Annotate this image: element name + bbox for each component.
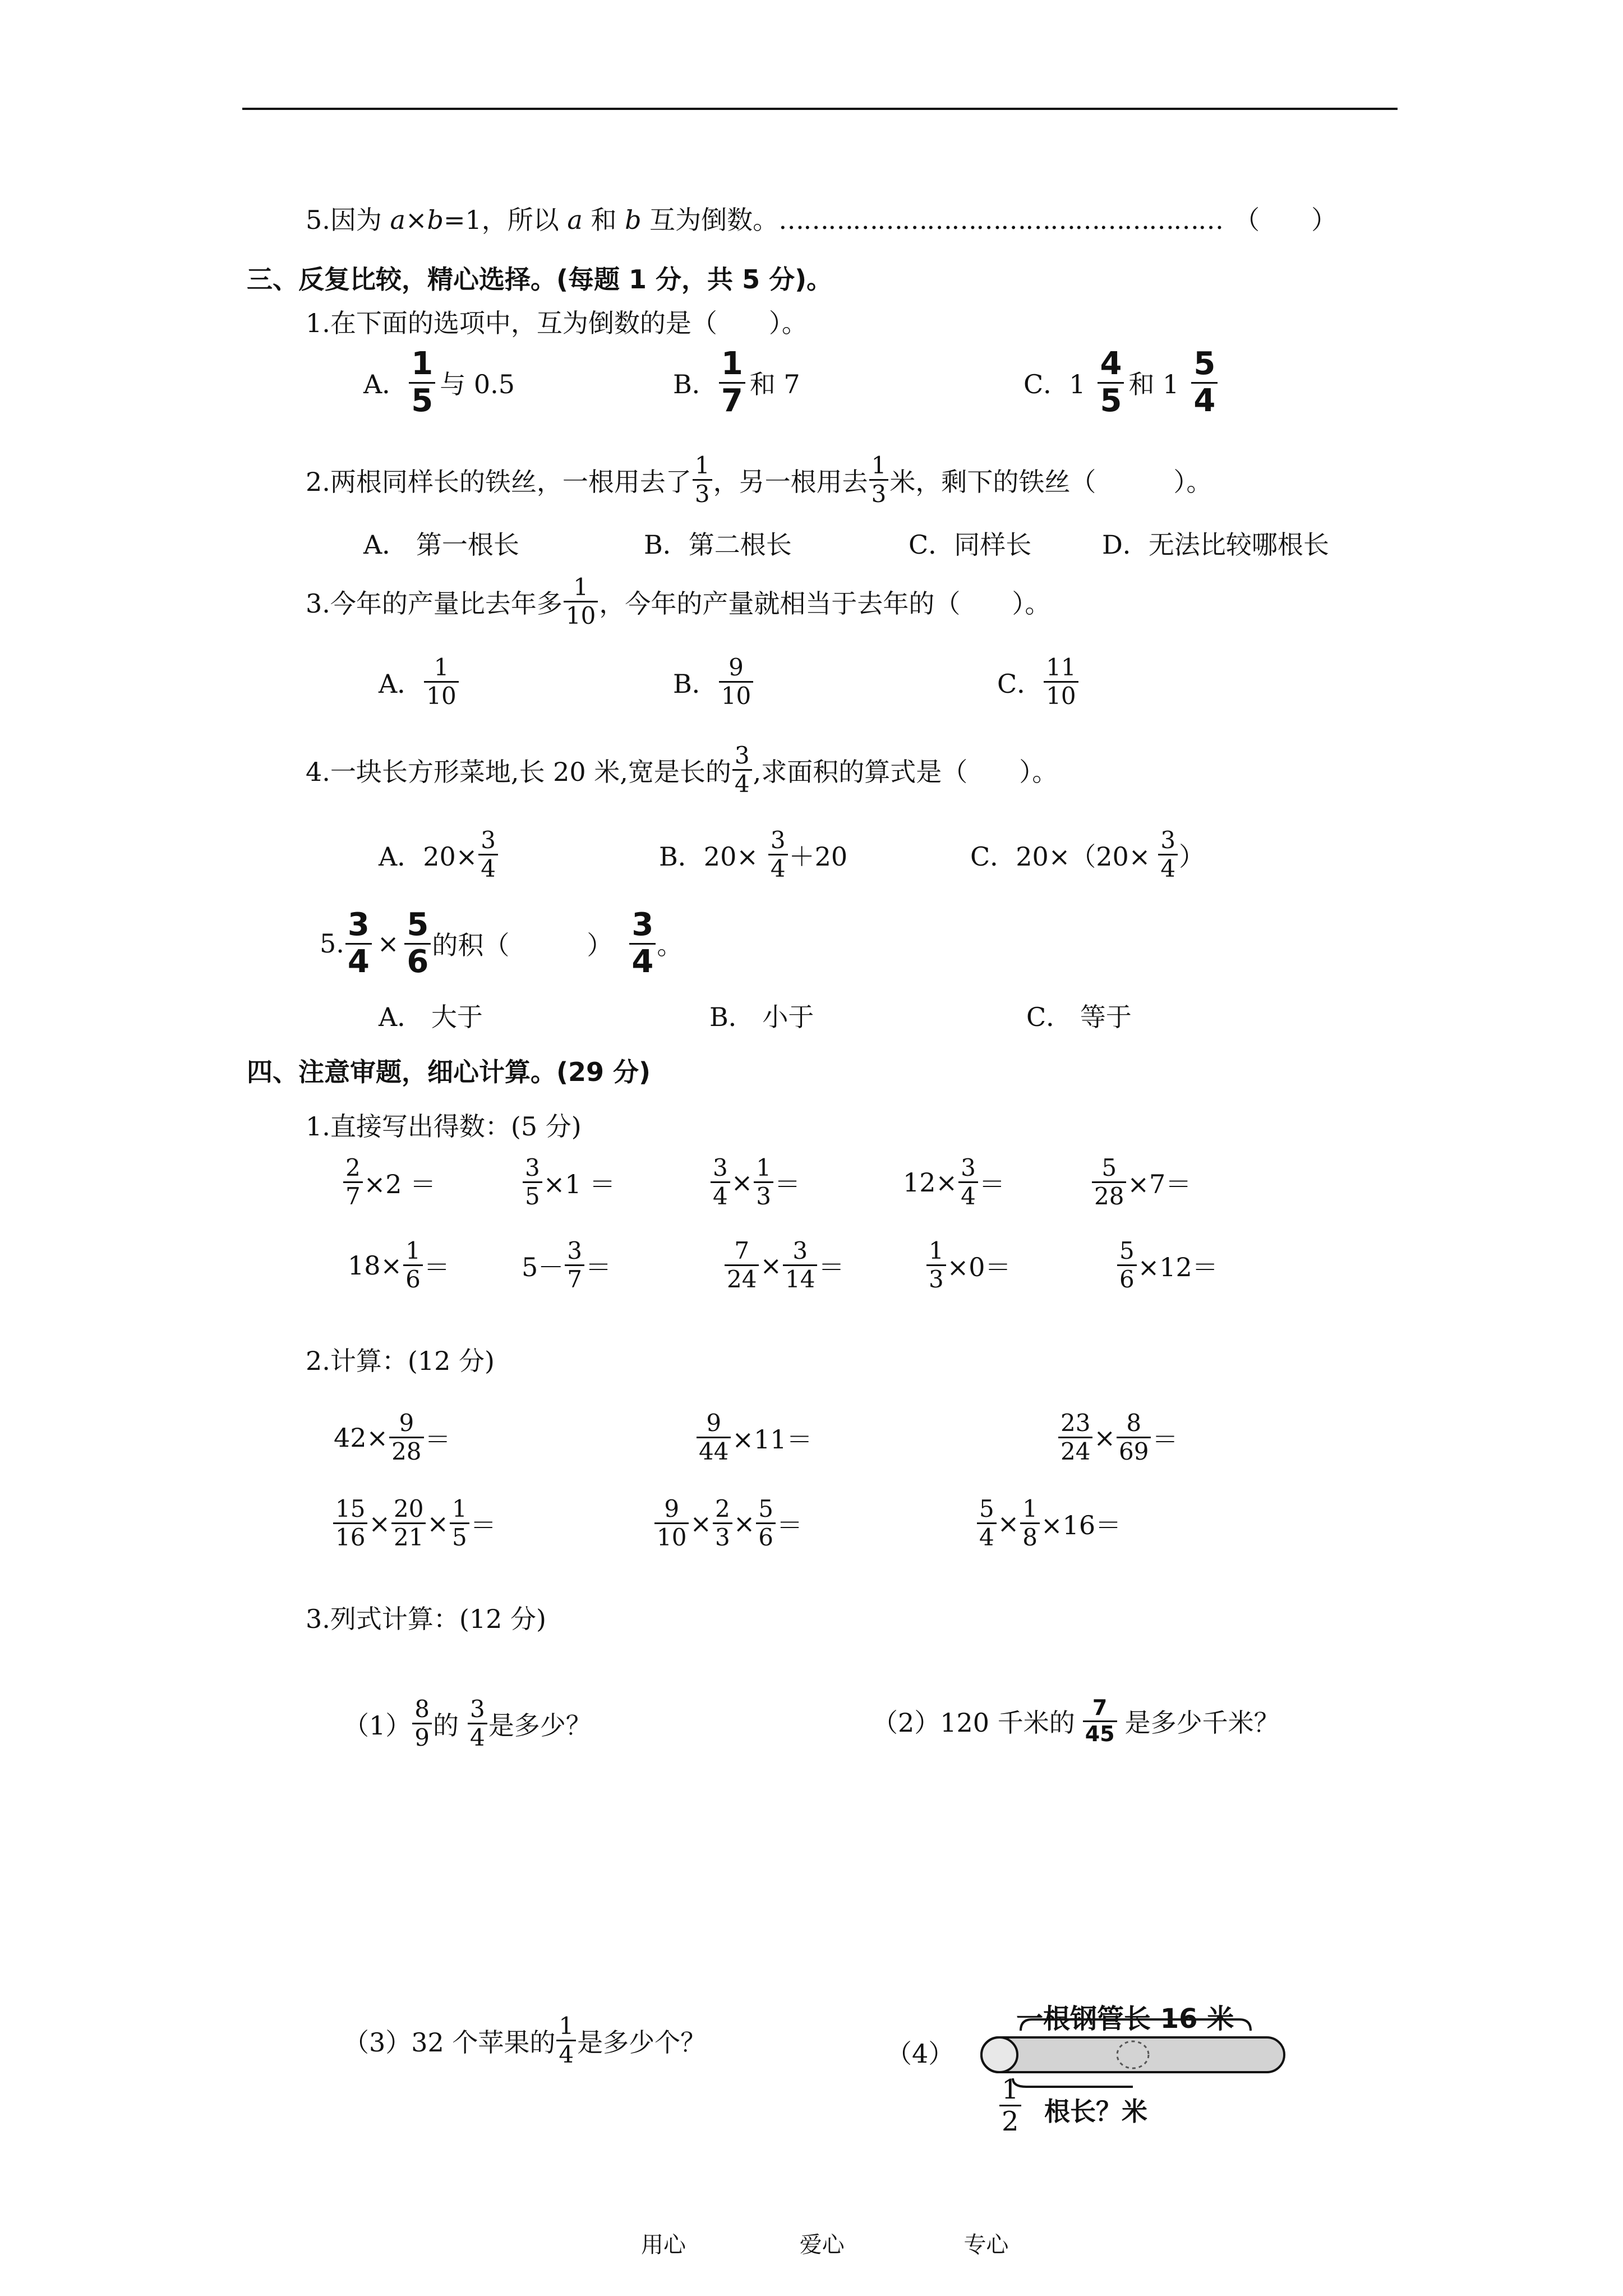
calc-expression: $\frac{15}{16}$ × $\frac{20}{21}$ × $\frac{1}{5}$ ＝ <box>332 1497 496 1550</box>
choice-q1-option-b: B． $\frac{1}{7}$ 和 7 <box>673 346 800 419</box>
calc-expression: 42× $\frac{9}{28}$ ＝ <box>334 1409 451 1466</box>
calc-expression: $\frac{23}{24}$ × $\frac{8}{69}$ ＝ <box>1057 1411 1178 1464</box>
calc-q1-stem: 1.直接写出得数：(5 分) <box>306 1111 582 1142</box>
word-problem-3: （3）32 个苹果的 $\frac{1}{4}$ 是多少个？ <box>343 2012 707 2069</box>
calc-q3-stem: 3.列式计算：(12 分) <box>306 1604 546 1634</box>
pipe-fraction: $\frac{1}{2}$ <box>998 2076 1022 2136</box>
choice-q1-option-a: A． $\frac{1}{5}$ 与 0.5 <box>363 346 515 419</box>
choice-q2-option-d: D．无法比较哪根长 <box>1102 530 1329 560</box>
choice-q4-option-b: B．20× $\frac{3}{4}$ ＋20 <box>659 826 848 883</box>
choice-q2-option-a: A． 第一根长 <box>363 530 519 560</box>
choice-q4-stem: 4.一块长方形菜地,长 20 米,宽是长的 $\frac{3}{4}$ ,求面积的算式是（ ）。 <box>306 742 1058 798</box>
choice-q4-option-a: A．20× $\frac{3}{4}$ <box>379 828 499 881</box>
section-4-title: 四、注意审题，细心计算。(29 分) <box>247 1057 651 1087</box>
judge-q5: 5.因为 a×b=1，所以 a 和 b 互为倒数。……………………………………………… （ ） <box>306 205 1338 235</box>
choice-q5-option-b: B． 小于 <box>709 1002 814 1032</box>
calc-expression: $\frac{5}{4}$ × $\frac{1}{8}$ ×16＝ <box>976 1497 1121 1550</box>
footer <box>641 2227 1008 2259</box>
choice-q5-stem: 5. $\frac{3}{4}$ × $\frac{5}{6}$ 的积（ ） $\frac{3}{4}$ 。 <box>320 907 683 980</box>
choice-q1-option-c: C．1 $\frac{4}{5}$ 和 1 $\frac{5}{4}$ <box>1023 348 1219 418</box>
word-problem-4-label: （4） <box>886 2039 955 2069</box>
word-problem-1: （1） $\frac{8}{9}$ 的 $\frac{3}{4}$ 是多少？ <box>343 1695 592 1752</box>
oral-calc-item: 5－ $\frac{3}{7}$ ＝ <box>522 1237 612 1294</box>
choice-q3-option-c: C． $\frac{11}{10}$ <box>997 655 1080 708</box>
oral-calc-item: $\frac{5}{6}$ ×12＝ <box>1116 1239 1218 1292</box>
oral-calc-item: $\frac{7}{24}$ × $\frac{3}{14}$ ＝ <box>723 1239 844 1292</box>
oral-calc-item: $\frac{3}{5}$ ×1 ＝ <box>522 1156 615 1209</box>
calc-expression: $\frac{9}{44}$ ×11＝ <box>695 1411 813 1464</box>
choice-q2-option-b: B．第二根长 <box>644 530 792 560</box>
calc-q2-stem: 2.计算：(12 分) <box>306 1346 495 1376</box>
choice-q4-option-c: C．20×（20× $\frac{3}{4}$ ） <box>970 826 1205 883</box>
header-rule <box>242 108 1398 110</box>
oral-calc-item: $\frac{5}{28}$ ×7＝ <box>1091 1156 1191 1209</box>
oral-calc-item: $\frac{2}{7}$ ×2 ＝ <box>342 1156 436 1209</box>
pipe-length-label: 一根钢管长 16 米 <box>1016 2003 1234 2035</box>
choice-q2-stem: 2.两根同样长的铁丝，一根用去了 $\frac{1}{3}$ ，另一根用去 $\frac{1}{3}$ 米，剩下的铁丝（ ）。 <box>306 452 1212 508</box>
word-problem-2: （2）120 千米的 $\frac{7}{45}$ 是多少千米？ <box>872 1695 1280 1746</box>
oral-calc-item: $\frac{1}{3}$ ×0＝ <box>925 1239 1011 1292</box>
choice-q5-option-c: C． 等于 <box>1026 1002 1132 1032</box>
footer-item: 用心 <box>641 2232 686 2258</box>
oral-calc-item: $\frac{3}{4}$ × $\frac{1}{3}$ ＝ <box>709 1156 800 1209</box>
choice-q3-option-a: A． $\frac{1}{10}$ <box>379 655 460 708</box>
oral-calc-item: 18× $\frac{1}{6}$ ＝ <box>348 1237 450 1294</box>
section-3-title: 三、反复比较，精心选择。(每题 1 分，共 5 分)。 <box>247 264 833 295</box>
steel-pipe-diagram <box>976 1997 1301 2143</box>
choice-q3-stem: 3.今年的产量比去年多 $\frac{1}{10}$ ，今年的产量就相当于去年的（ ）。 <box>306 573 1051 630</box>
choice-q1-stem: 1.在下面的选项中，互为倒数的是（ ）。 <box>306 308 808 338</box>
choice-q2-option-c: C．同样长 <box>909 530 1032 560</box>
choice-q3-option-b: B． $\frac{9}{10}$ <box>673 655 754 708</box>
calc-expression: $\frac{9}{10}$ × $\frac{2}{3}$ × $\frac{5}{6}$ ＝ <box>653 1497 803 1550</box>
footer-item: 专心 <box>963 2232 1009 2258</box>
footer-item: 爱心 <box>799 2232 845 2258</box>
choice-q5-option-a: A． 大于 <box>379 1002 483 1032</box>
pipe-question-label: 根长？米 <box>1044 2096 1147 2127</box>
oral-calc-item: 12× $\frac{3}{4}$ ＝ <box>903 1154 1005 1211</box>
